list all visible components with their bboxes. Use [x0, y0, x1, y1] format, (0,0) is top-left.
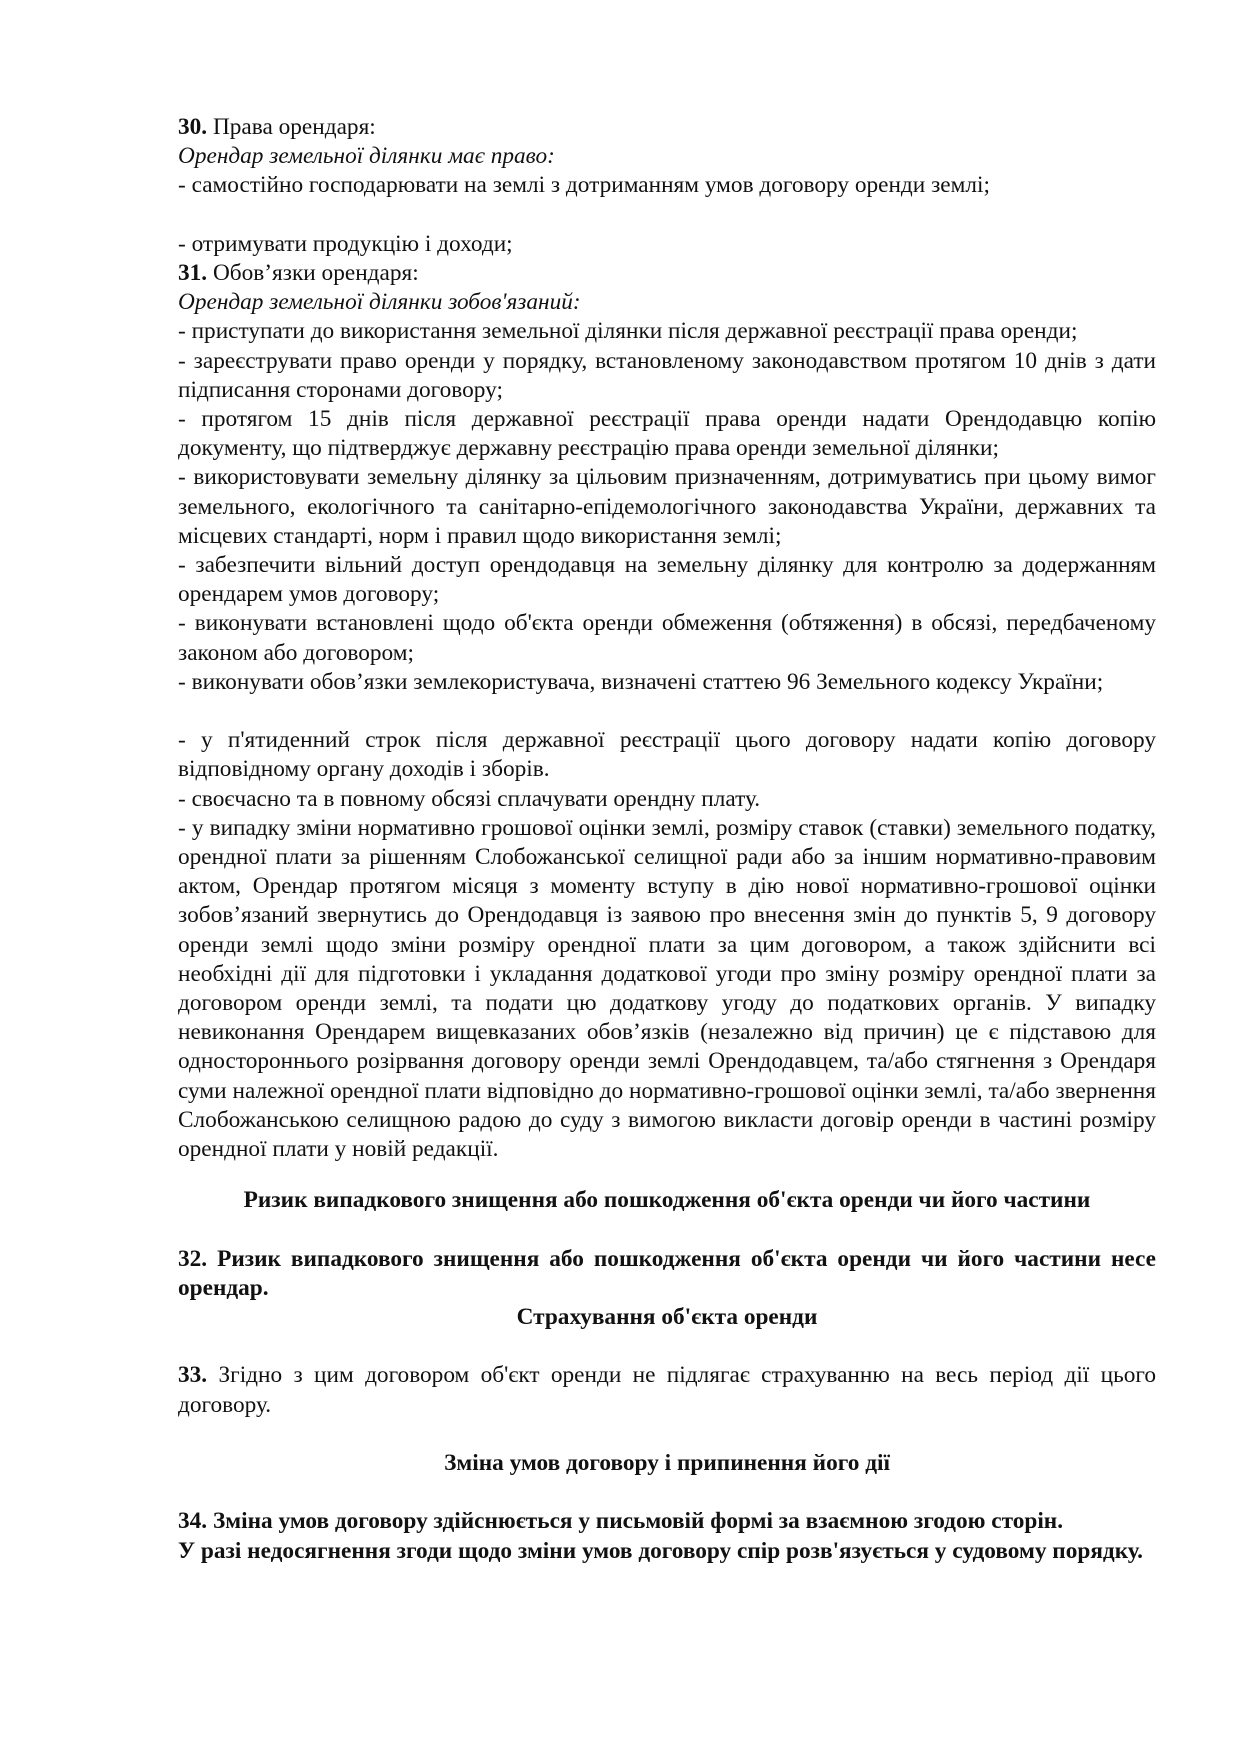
section-34	[178, 1507, 1156, 1536]
section-32	[178, 1245, 1156, 1303]
list-item: - у випадку зміни нормативно грошової оцінки землі, розміру ставок (ставки) земельного податку, орендної плати за рішенням Слобожанської селищної ради або за іншим нормативно-правовим актом, Орендар протягом місяця з моменту вступу в дію нової нормативно-грошової оцінки зобов’язаний звернутись до Орендодавця із заявою про внесення змін до пунктів 5, 9 договору оренди землі щодо зміни розміру орендної плати за цим договором, а також здійснити всі необхідні дії для підготовки і укладання додаткової угоди про зміну розміру орендної плати за договором оренди землі, та подати цю додаткову угоду до податкових органів. У випадку невиконання Орендарем вищевказаних обов’язків (незалежно від причин) це є підставою для одностороннього розірвання договору оренди землі Орендодавцем, та/або стягнення з Орендаря суми належної орендної плати відповідно до нормативно-грошової оцінки землі, та/або звернення Слобожанською селищною радою до суду з вимогою викласти договір оренди в частині розміру орендної плати у новій редакції.	[178, 814, 1156, 1163]
spacer	[178, 1215, 1156, 1244]
section-title: Права орендаря:	[207, 114, 376, 140]
section-33	[178, 1361, 1156, 1419]
spacer	[178, 697, 1156, 726]
section-text: Зміна умов договору здійснюється у письмовій формі за взаємною згодою сторін.	[207, 1508, 1064, 1535]
spacer	[178, 1164, 1156, 1186]
section-34-continued: У разі недосягнення згоди щодо зміни умов договору спір розв'язується у судовому порядку.	[178, 1537, 1143, 1564]
list-item: - використовувати земельну ділянку за цільовим призначенням, дотримуватись при цьому вимог земельного, екологічного та санітарно-епідемологічного законодавства України, державних та місцевих стандарті, норм і правил щодо використання землі;	[178, 464, 1156, 549]
list-item: - протягом 15 днів після державної реєстрації права оренди надати Орендодавцю копію документу, що підтверджує державну реєстрацію права оренди земельної ділянки;	[178, 406, 1156, 462]
section-number: 31.	[178, 260, 208, 286]
list-item: - забезпечити вільний доступ орендодавця на земельну ділянку для контролю за додержанням орендарем умов договору;	[178, 552, 1156, 608]
section-title: Обов’язки орендаря:	[207, 260, 419, 286]
section-number: 32.	[178, 1245, 208, 1272]
spacer	[178, 1420, 1156, 1449]
section-number: 34.	[178, 1508, 208, 1535]
list-item: - приступати до використання земельної ділянки після державної реєстрації права оренди;	[178, 318, 1078, 345]
list-item: - зареєструвати право оренди у порядку, встановленому законодавством протягом 10 днів з дати підписання сторонами договору;	[178, 347, 1156, 403]
section-text: Ризик випадкового знищення або пошкодження об'єкта оренди чи його частини несе орендар.	[178, 1245, 1156, 1301]
section-number: 33.	[178, 1362, 208, 1389]
section-30-title	[178, 113, 1156, 142]
spacer	[178, 1478, 1156, 1507]
document-page	[178, 113, 1156, 1566]
list-item: - виконувати обов’язки землекористувача, визначені статтею 96 Земельного кодексу України;	[178, 668, 1104, 695]
list-item: - своєчасно та в повному обсязі сплачувати орендну плату.	[178, 785, 761, 812]
insurance-heading: Страхування об'єкта оренди	[516, 1304, 818, 1331]
list-item: - у п'ятиденний строк після державної реєстрації цього договору надати копію договору відповідному органу доходів і зборів.	[178, 727, 1156, 783]
section-number: 30.	[178, 114, 208, 140]
list-item: - самостійно господарювати на землі з дотриманням умов договору оренди землі;	[178, 172, 990, 199]
section-31-title	[178, 259, 1156, 288]
section-30-intro: Орендар земельної ділянки має право:	[178, 143, 555, 170]
list-item: - отримувати продукцію і доходи;	[178, 230, 513, 257]
list-item: - виконувати встановлені щодо об'єкта оренди обмеження (обтяження) в обсязі, передбаченому законом або договором;	[178, 610, 1156, 666]
change-heading: Зміна умов договору і припинення його дії	[444, 1450, 890, 1477]
spacer	[178, 201, 1156, 230]
section-text: Згідно з цим договором об'єкт оренди не підлягає страхуванню на весь період дії цього договору.	[178, 1362, 1156, 1418]
spacer	[178, 1332, 1156, 1361]
risk-heading: Ризик випадкового знищення або пошкодження об'єкта оренди чи його частини	[243, 1187, 1091, 1214]
section-31-intro: Орендар земельної ділянки зобов'язаний:	[178, 289, 581, 316]
